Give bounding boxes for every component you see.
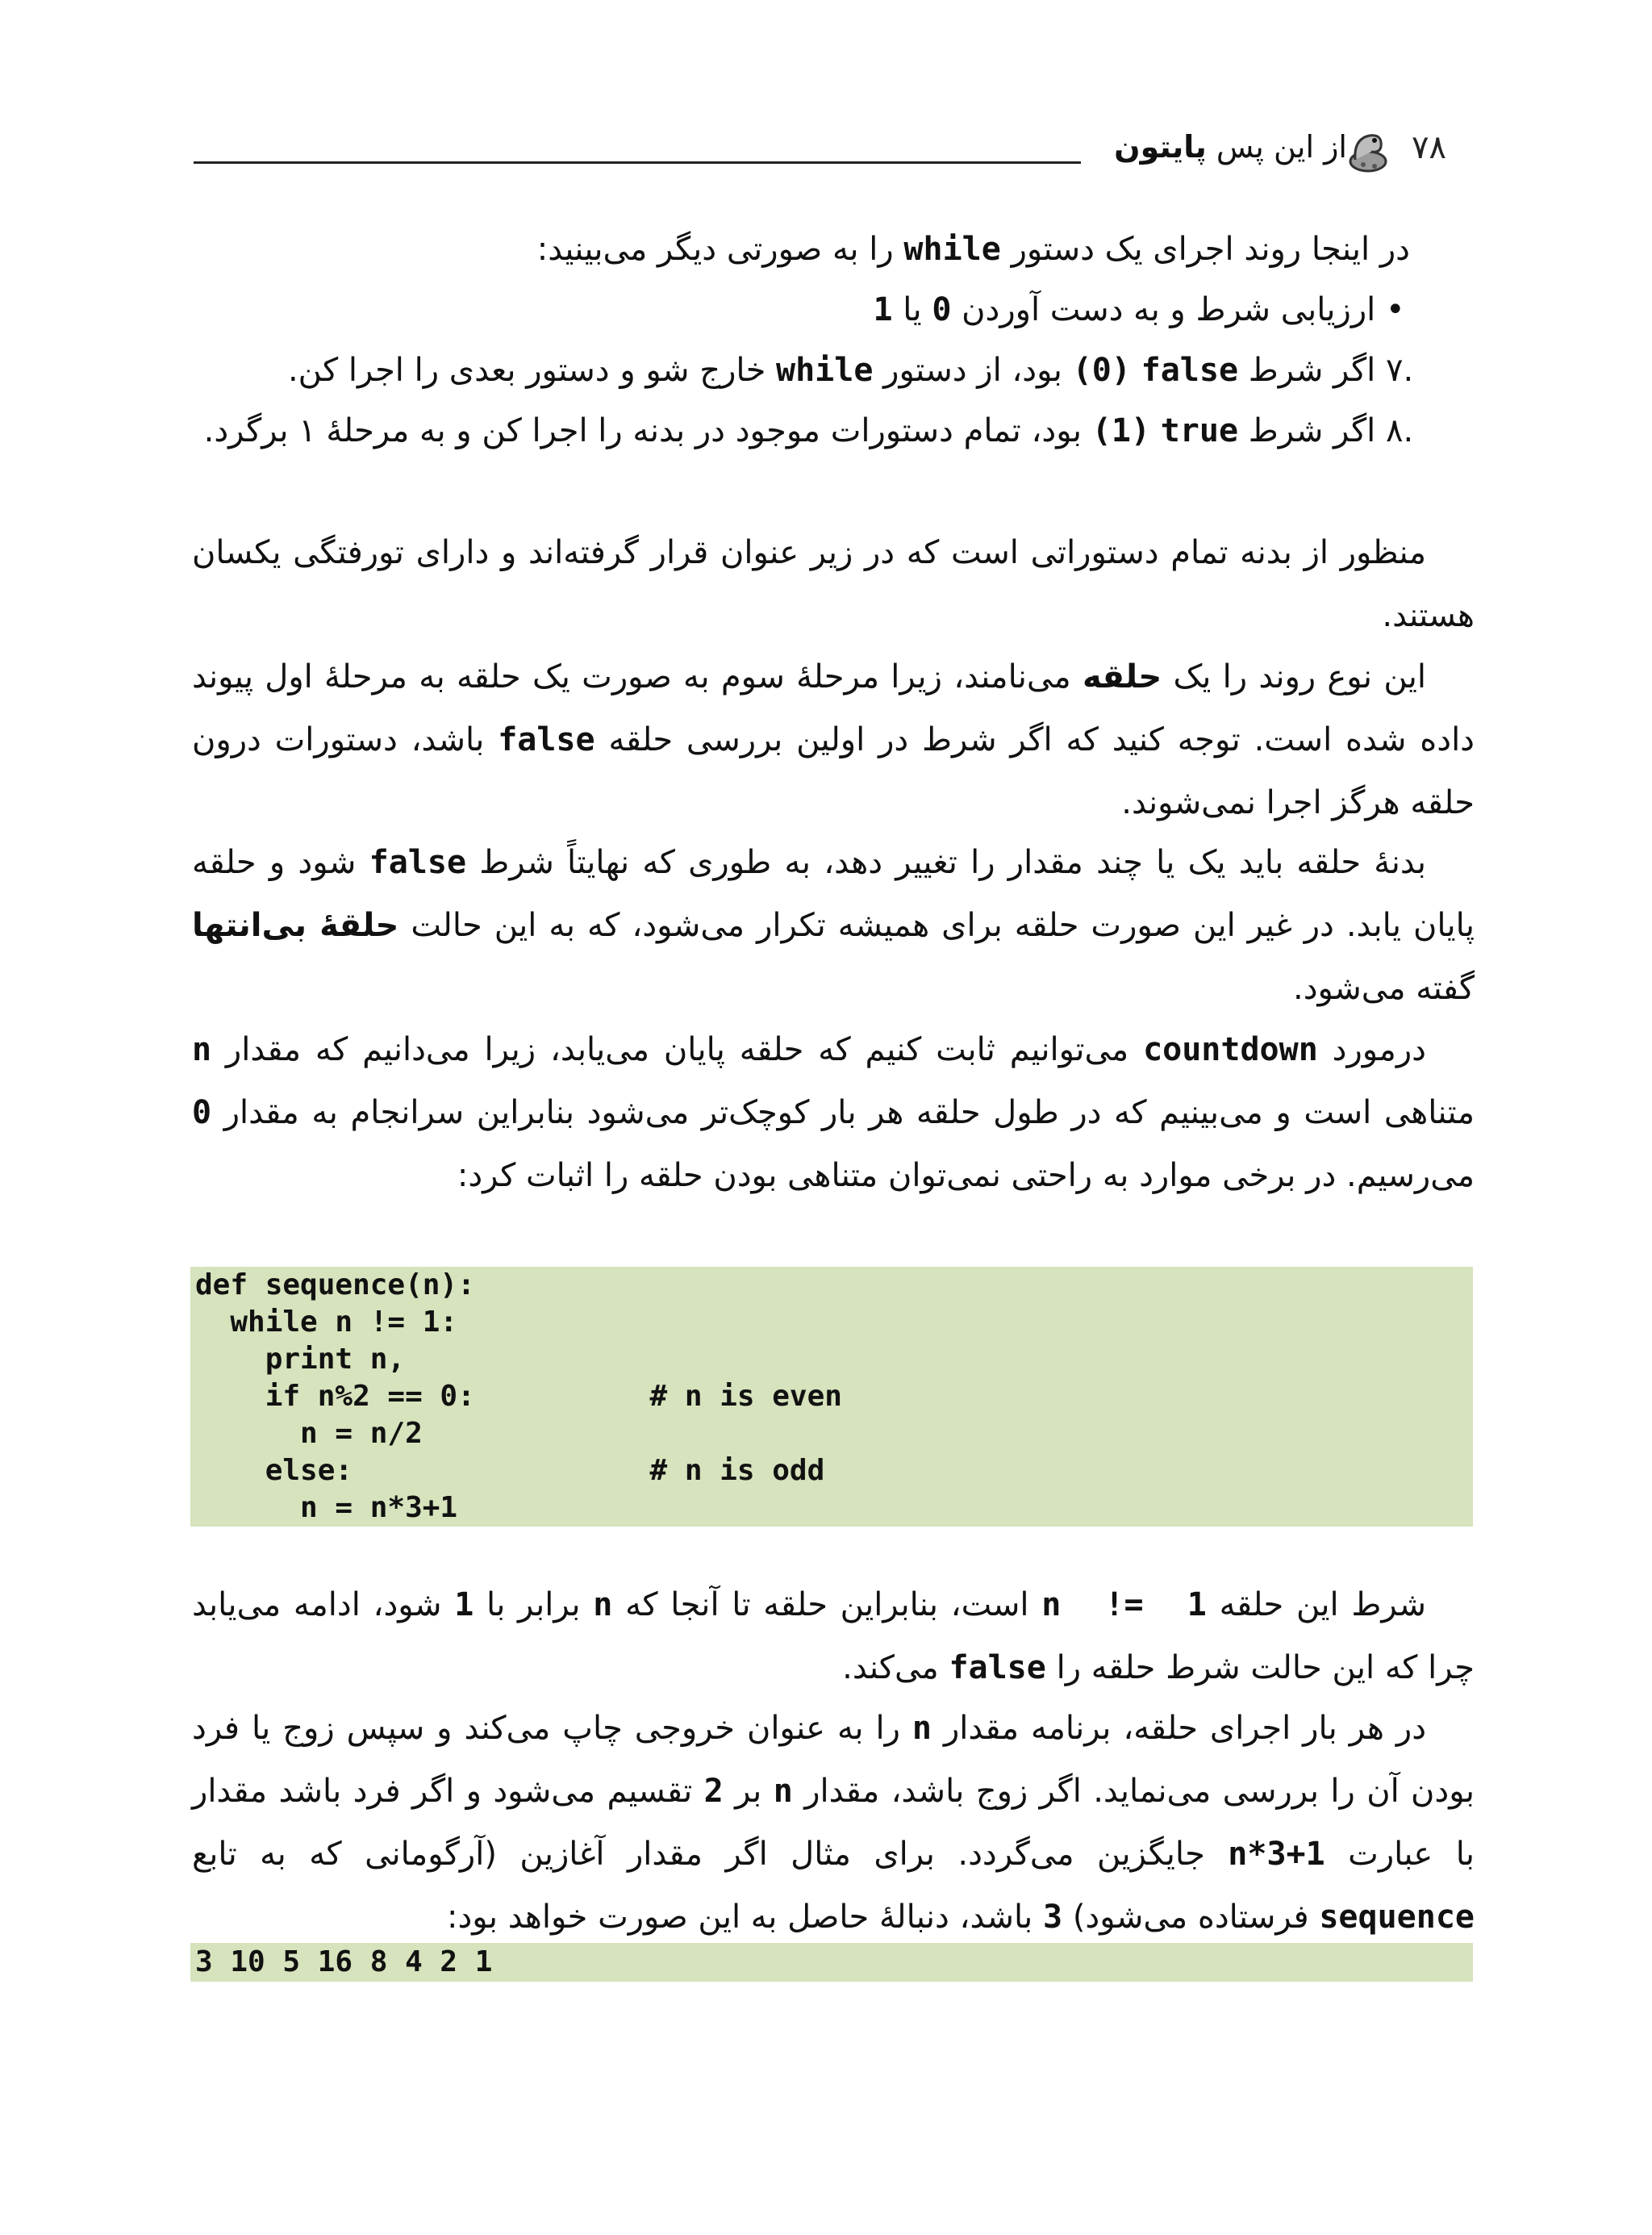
paragraph-text: می‌نامند، زیرا مرحلهٔ سوم به صورت یک حلقه به مرحلهٔ اول پیوند داده شده است. توجه کنید که اگر شرط در اولین بررسی حلقه	[192, 658, 1475, 758]
paragraph-text: بدنهٔ حلقه باید یک یا چند مقدار را تغییر دهد، به طوری که نهایتاً شرط	[479, 844, 1426, 881]
intro-text-after: را به صورتی دیگر می‌بینید:	[536, 231, 894, 268]
paragraph-text: جایگزین می‌گردد. برای مثال اگر مقدار آغازین (آرگومانی که به تابع	[192, 1836, 1205, 1873]
code-listing: def sequence(n): while n != 1: print n, if n%2 == 0: # n is even n = n/2 else: # n is odd n = n*3+1	[195, 1268, 842, 1524]
book-title	[1081, 129, 1347, 165]
list-text: بود، از دستور	[883, 352, 1062, 389]
inline-code: n*3+1	[1228, 1836, 1325, 1873]
page-number: ۷۸	[1412, 129, 1446, 166]
paragraph-text: گفته می‌شود.	[1293, 970, 1475, 1007]
paragraph-body-definition: منظور از بدنه تمام دستوراتی است که در زیر عنوان قرار گرفته‌اند و دارای تورفتگی یکسان هستند.	[192, 534, 1475, 634]
inline-code: countdown	[1143, 1031, 1318, 1068]
list-item	[200, 399, 1442, 462]
paragraph-text: است، بنابراین حلقه تا آنجا که	[625, 1586, 1029, 1623]
inline-code: sequence	[1319, 1899, 1475, 1936]
inline-code: n	[593, 1586, 613, 1623]
paragraph-text: این نوع روند را یک	[1173, 658, 1427, 696]
list-code: while	[776, 352, 874, 389]
inline-code: false	[949, 1649, 1046, 1686]
intro-code: while	[903, 231, 1001, 268]
paragraph-text: فرستاده می‌شود)	[1072, 1899, 1309, 1936]
paragraph-text: می‌رسیم. در برخی موارد به راحتی نمی‌توان متناهی بودن حلقه را اثبات کرد:	[457, 1157, 1475, 1194]
inline-code: n	[192, 1031, 212, 1068]
paragraph-loop-definition	[192, 645, 1475, 834]
header-rule	[194, 161, 1081, 164]
list-text: اگر شرط	[1248, 412, 1376, 449]
list-code: false	[1141, 352, 1239, 389]
paragraph-text: را به عنوان خروجی چاپ می‌کند و سپس زوج یا فرد بودن آن را بررسی می‌نماید. اگر زوج باشد، مقدار	[192, 1710, 1475, 1810]
list-text: ارزیابی شرط و به دست آوردن	[962, 291, 1376, 328]
paragraph-infinite-loop	[192, 831, 1475, 1020]
snake-logo-icon	[1339, 119, 1397, 178]
list-code: true	[1160, 412, 1239, 449]
term-loop: حلقه	[1082, 658, 1162, 696]
paragraph-text: شود، ادامه می‌یابد چرا که این حالت شرط حلقه را	[192, 1586, 1475, 1686]
inline-code: 2	[703, 1773, 724, 1810]
output-block	[190, 1943, 1473, 1982]
paragraph-text: باشد، دستورات درون حلقه هرگز اجرا نمی‌شوند.	[192, 721, 1475, 821]
list-code: (0)	[1072, 352, 1131, 389]
book-title-bold: پایتون	[1114, 129, 1207, 165]
paragraph-sequence-explanation	[192, 1697, 1475, 1949]
inline-code: false	[369, 844, 467, 881]
paragraph-text: تقسیم می‌شود و اگر فرد باشد مقدار با عبارت	[192, 1773, 1475, 1873]
inline-code: false	[498, 721, 595, 758]
list-text: اگر شرط	[1248, 352, 1376, 389]
inline-code: 1	[454, 1586, 474, 1623]
inline-code: n != 1	[1041, 1586, 1207, 1623]
term-infinite-loop: حلقهٔ بی‌انتها	[192, 907, 399, 944]
inline-code: n	[773, 1773, 793, 1810]
list-code: 1	[873, 291, 893, 328]
inline-code: n	[912, 1710, 932, 1747]
list-text: یا	[903, 291, 922, 328]
book-title-prefix: از این پس	[1216, 129, 1347, 165]
list-code: (1)	[1091, 412, 1150, 449]
code-block	[190, 1267, 1473, 1527]
paragraph-text: در هر بار اجرای حلقه، برنامه مقدار	[943, 1710, 1427, 1747]
paragraph-text: شرط این حلقه	[1219, 1586, 1426, 1623]
list-text: خارج شو و دستور بعدی را اجرا کن.	[287, 352, 766, 389]
list-number: .۷	[1386, 352, 1414, 389]
paragraph-text: بر	[735, 1773, 762, 1810]
list-code: 0	[932, 291, 952, 328]
intro-paragraph	[200, 218, 1410, 281]
sequence-output: 3 10 5 16 8 4 2 1	[195, 1945, 493, 1978]
paragraph-countdown	[192, 1018, 1475, 1207]
paragraph-loop-condition	[192, 1573, 1475, 1699]
paragraph-text: می‌توانیم ثابت کنیم که حلقه پایان می‌یابد، زیرا می‌دانیم که مقدار	[225, 1031, 1129, 1068]
bullet-marker: •	[1386, 291, 1405, 328]
inline-code: 0	[192, 1094, 212, 1131]
paragraph-text: برابر با	[486, 1586, 581, 1623]
paragraph-text: شود و حلقه پایان یابد. در غیر این صورت حلقه برای همیشه تکرار می‌شود، که به این حالت	[192, 844, 1475, 944]
paragraph-text: باشد، دنبالهٔ حاصل به این صورت خواهد بود:	[446, 1899, 1033, 1936]
paragraph-text: درمورد	[1332, 1031, 1426, 1068]
list-text: بود، تمام دستورات موجود در بدنه را اجرا کن و به مرحلهٔ ۱ برگرد.	[203, 412, 1083, 449]
inline-code: 3	[1043, 1899, 1063, 1936]
paragraph-text: می‌کند.	[842, 1649, 939, 1686]
list-item	[200, 278, 1442, 341]
paragraph-text: متناهی است و می‌بینیم که در طول حلقه هر بار کوچک‌تر می‌شود بنابراین سرانجام به مقدار	[223, 1094, 1475, 1131]
list-number: .۸	[1386, 412, 1414, 449]
list-item	[200, 339, 1442, 402]
intro-text-before: در اینجا روند اجرای یک دستور	[1011, 231, 1410, 268]
